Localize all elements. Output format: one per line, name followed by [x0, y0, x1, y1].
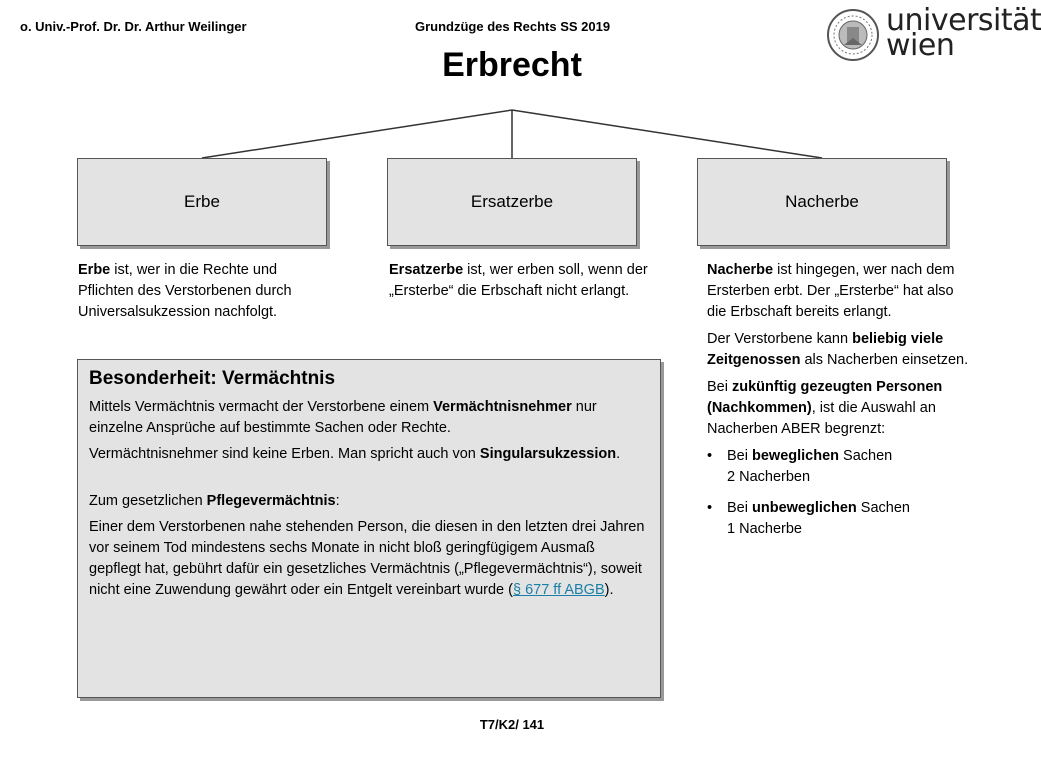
ersatzerbe-term: Ersatzerbe — [389, 262, 464, 278]
slide-title: Erbrecht — [442, 46, 582, 84]
special-p3-a: Zum gesetzlichen — [89, 493, 207, 509]
nacherbe-text: ist hingegen, wer nach dem Ersterben erbt. Der „Ersterbe“ hat also die Erbschaft bereits erlangt. — [707, 262, 955, 320]
special-box-vermaechtnis — [77, 359, 661, 698]
nacherbe-p3-bold: zukünftig gezeugten Personen (Nachkommen) — [707, 379, 943, 416]
special-p1-bold: Vermächtnisnehmer — [433, 399, 572, 415]
special-p4-b: ). — [604, 582, 614, 598]
header-author: o. Univ.-Prof. Dr. Dr. Arthur Weilinger — [20, 19, 247, 34]
erbe-term: Erbe — [78, 262, 111, 278]
bullet-1-b: Sachen — [839, 448, 893, 464]
erbe-text: ist, wer in die Rechte und Pflichten des Verstorbenen durch Universalsukzession nachfolgt. — [78, 262, 292, 320]
nacherbe-bullets — [707, 446, 972, 540]
connector-right — [512, 110, 822, 158]
special-p3-b: : — [335, 493, 340, 509]
nacherbe-p3-a: Bei — [707, 379, 732, 395]
bullet-icon: • — [707, 448, 713, 464]
connector-left — [202, 110, 512, 158]
bullet-1-bold: beweglichen — [752, 448, 840, 464]
header-course: Grundzüge des Rechts SS 2019 — [415, 19, 611, 34]
ersatzerbe-description — [389, 260, 654, 308]
special-p1-b: nur einzelne Ansprüche auf bestimmte Sachen oder Rechte. — [89, 399, 597, 436]
logo-line1: universität — [886, 3, 1041, 38]
bullet-1-a: Bei — [727, 448, 752, 464]
nacherbe-p2-a: Der Verstorbene kann — [707, 331, 853, 347]
bullet-2-line2: 1 Nacherbe — [727, 521, 802, 537]
bullet-item — [707, 498, 972, 540]
bullet-icon: • — [707, 500, 713, 516]
special-p3-bold: Pflegevermächtnis — [206, 493, 336, 509]
nacherbe-description — [707, 260, 972, 550]
bullet-2-a: Bei — [727, 500, 752, 516]
abgb-link[interactable]: § 677 ff ABGB — [512, 582, 605, 598]
nacherbe-p2-b: als Nacherben einsetzen. — [800, 352, 969, 368]
box-ersatzerbe: Ersatzerbe — [387, 158, 637, 246]
bullet-2-b: Sachen — [856, 500, 910, 516]
bullet-2-bold: unbeweglichen — [752, 500, 857, 516]
box-nacherbe: Nacherbe — [697, 158, 947, 246]
special-p2-a: Vermächtnisnehmer sind keine Erben. Man spricht auch von — [89, 446, 480, 462]
page-number: T7/K2/ 141 — [479, 717, 545, 732]
special-p4-a: Einer dem Verstorbenen nahe stehenden Person, die diesen in den letzten drei Jahren vor seinem Tod mindestens sechs Monate in nicht bloß geringfügigem Ausmaß gepflegt hat, gebührt dafür ein gesetzliches Vermächtnis („Pflegevermächtnis“), soweit nicht eine Zuwendung gewährt oder ein Entgelt vereinbart wurde ( — [89, 519, 645, 598]
logo-line2: wien — [886, 28, 955, 63]
nacherbe-term: Nacherbe — [707, 262, 774, 278]
special-heading: Besonderheit: Vermächtnis — [89, 368, 336, 389]
nacherbe-p2-bold: beliebig viele Zeitgenossen — [707, 331, 944, 368]
special-p2-b: . — [616, 446, 621, 462]
box-erbe: Erbe — [77, 158, 327, 246]
special-p2-bold: Singularsukzession — [479, 446, 617, 462]
bullet-1-line2: 2 Nacherben — [727, 469, 811, 485]
erbe-description — [78, 260, 333, 329]
ersatzerbe-text: ist, wer erben soll, wenn der „Ersterbe“ die Erbschaft nicht erlangt. — [389, 262, 648, 299]
special-p1-a: Mittels Vermächtnis vermacht der Verstorbene einem — [89, 399, 434, 415]
nacherbe-p3-b: , ist die Auswahl an Nacherben ABER begrenzt: — [707, 400, 936, 437]
bullet-item — [707, 446, 972, 488]
